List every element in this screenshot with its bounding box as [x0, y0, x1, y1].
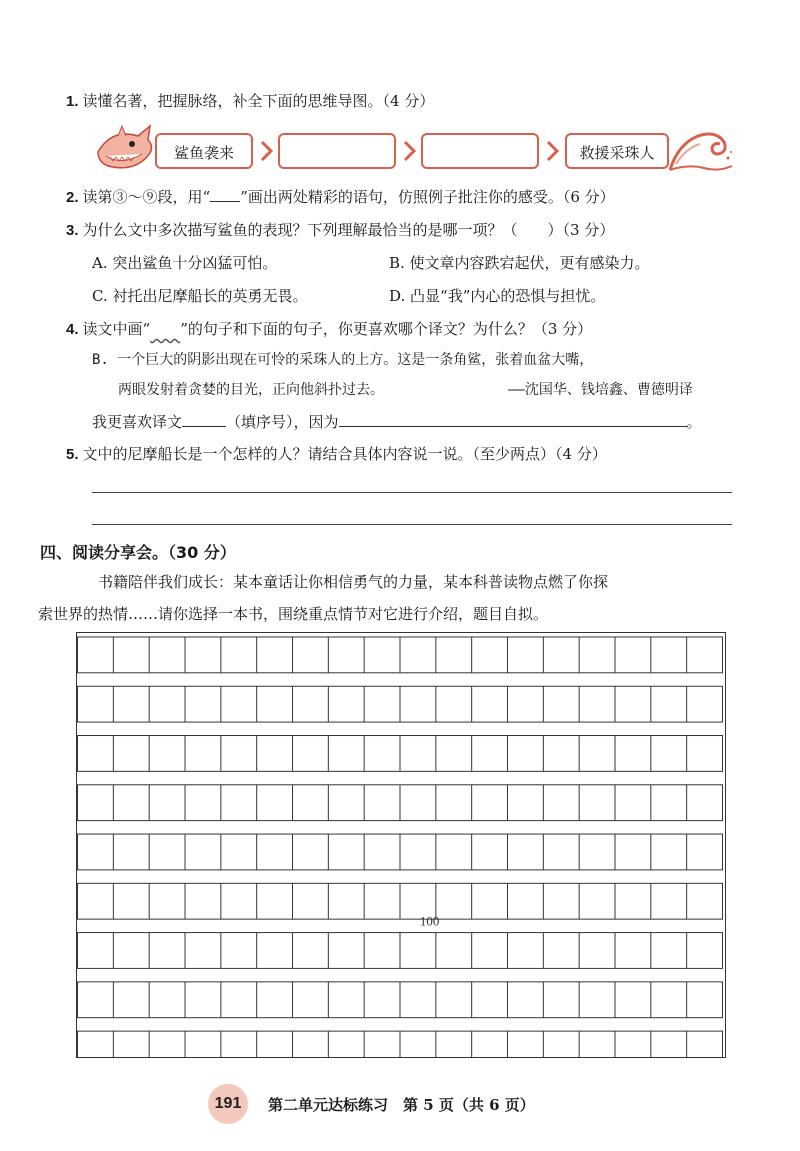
question-text: 为什么文中多次描写鲨鱼的表现？下列理解最恰当的是哪一项？（ ）（3 分） — [82, 221, 615, 239]
chevron-right-icon — [545, 139, 561, 163]
shark-icon — [92, 122, 158, 178]
question-number: 1. — [66, 93, 79, 110]
question-number: 5. — [66, 446, 79, 463]
question-number: 3. — [66, 222, 79, 239]
grid-count-marker: 100 — [419, 913, 440, 929]
answer-line[interactable] — [92, 524, 732, 525]
option-c[interactable]: C. 衬托出尼摩船长的英勇无畏。 — [92, 287, 308, 305]
underline-sample — [210, 187, 240, 202]
question-4 — [66, 319, 592, 340]
option-d[interactable]: D. 凸显“我”内心的恐惧与担忧。 — [389, 287, 606, 305]
question-number: 2. — [66, 189, 79, 206]
page-number-badge: 191 — [208, 1084, 248, 1124]
question-text-pre: 读文中画“ — [82, 320, 151, 338]
answer-end: 。 — [686, 413, 702, 431]
question-3 — [66, 220, 614, 241]
question-text-pre: 读第③～⑨段，用“ — [82, 188, 211, 206]
answer-reason-blank[interactable] — [339, 412, 687, 427]
section-paragraph-line1: 书籍陪伴我们成长：某本童话让你相信勇气的力量，某本科普读物点燃了你探 — [98, 573, 609, 591]
section-paragraph-line2: 索世界的热情……请你选择一本书，围绕重点情节对它进行介绍，题目自拟。 — [38, 605, 549, 623]
answer-mid: （填序号），因为 — [226, 413, 339, 431]
mind-map-box-4: 救援采珠人 — [565, 133, 669, 169]
question-text-post: ”的句子和下面的句子，你更喜欢哪个译文？为什么？（3 分） — [180, 320, 593, 338]
writing-grid[interactable] — [76, 632, 726, 1058]
chevron-right-icon — [259, 139, 275, 163]
translation-credit: ——沈国华、钱培鑫、曹德明译 — [508, 382, 693, 398]
mind-map-box-2[interactable] — [278, 133, 396, 169]
wave-icon — [668, 124, 734, 174]
question-2 — [66, 187, 615, 208]
wavy-underline-sample — [150, 320, 180, 338]
translation-b-line2: 两眼发射着贪婪的目光，正向他斜扑过去。 — [118, 382, 384, 398]
chevron-right-icon — [402, 139, 418, 163]
option-a[interactable]: A. 突出鲨鱼十分凶猛可怕。 — [92, 254, 278, 272]
answer-line[interactable] — [92, 492, 732, 493]
footer-text: 第二单元达标练习 第 5 页（共 6 页） — [268, 1096, 535, 1114]
question-text-post: ”画出两处精彩的语句，仿照例子批注你的感受。（6 分） — [240, 188, 615, 206]
question-5 — [66, 444, 607, 465]
mind-map-box-1: 鲨鱼袭来 — [155, 133, 253, 169]
translation-b-line1: B. 一个巨大的阴影出现在可怜的采珠人的上方。这是一条角鲨，张着血盆大嘴， — [92, 352, 594, 368]
mind-map-box-3[interactable] — [421, 133, 539, 169]
answer-choice-blank[interactable] — [182, 412, 226, 427]
question-1 — [66, 91, 434, 112]
section-title: 四、阅读分享会。（30 分） — [40, 543, 236, 562]
question-text: 读懂名著，把握脉络，补全下面的思维导图。（4 分） — [82, 92, 435, 110]
question-number: 4. — [66, 321, 79, 338]
answer-prefix: 我更喜欢译文 — [92, 413, 183, 431]
option-b[interactable]: B. 使文章内容跌宕起伏，更有感染力。 — [389, 254, 650, 272]
question-text: 文中的尼摩船长是一个怎样的人？请结合具体内容说一说。（至少两点）（4 分） — [82, 445, 607, 463]
q4-answer-line — [92, 412, 702, 432]
